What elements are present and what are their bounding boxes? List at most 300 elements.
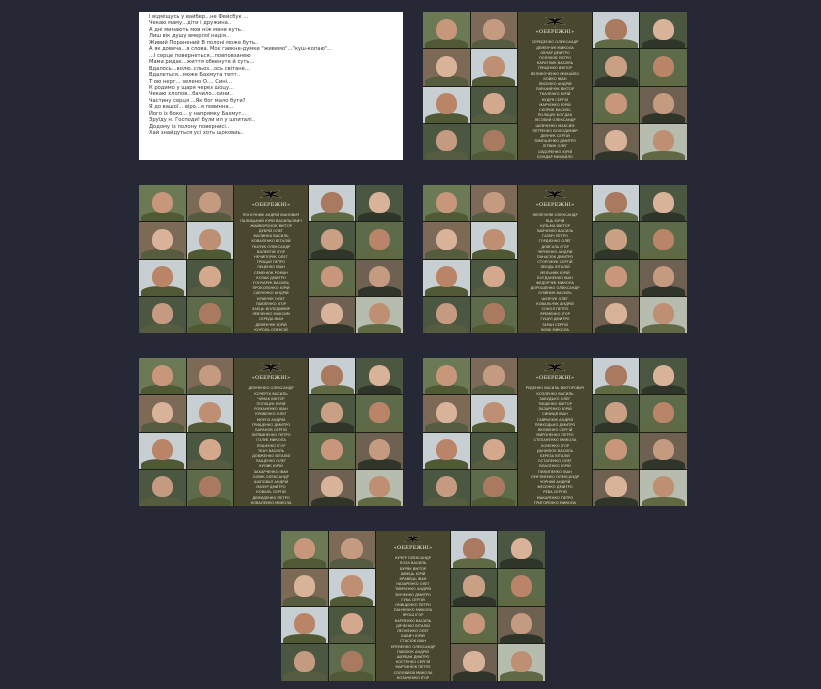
portrait-shoulders — [188, 459, 231, 468]
fallen-name-line: НАЗАРЕНКО ОЛЕГ — [396, 582, 430, 587]
fallen-name-line: ДЕМЧУК СЕРГІЙ — [540, 133, 570, 138]
portrait-shoulders — [425, 39, 468, 48]
soldier-portrait — [309, 470, 356, 506]
soldier-portrait — [187, 358, 234, 394]
portrait-face — [483, 266, 504, 287]
soldier-portrait — [187, 470, 234, 506]
portrait-face — [321, 365, 342, 386]
poem-line: Чекаю хлопов...бачило...сини.. — [149, 91, 233, 98]
portrait-face — [605, 476, 626, 497]
soldier-portrait — [139, 395, 186, 431]
poem-line: Вдалеться...може Бахмутa тепт.. — [149, 72, 240, 79]
soldier-portrait — [281, 607, 328, 644]
portrait-face — [653, 130, 674, 151]
poem-line: К родимо у щаря через шоцу... — [149, 84, 234, 91]
portrait-face — [653, 365, 674, 386]
portrait-face — [653, 229, 674, 250]
fallen-name-line: МАКАРЕНКО ПЕТРО — [536, 495, 574, 500]
portrait-face — [436, 365, 457, 386]
fallen-names-list — [518, 386, 592, 506]
portrait-face — [199, 402, 220, 423]
soldier-portrait — [356, 358, 403, 394]
portrait-face — [463, 613, 484, 634]
fallen-name-line: ЛАЗАРЕНКО ЮРІЙ — [538, 407, 572, 412]
portrait-face — [605, 303, 626, 324]
soldier-portrait — [139, 260, 186, 296]
portrait-shoulders — [141, 212, 184, 221]
soldier-portrait — [139, 222, 186, 258]
fallen-name-line: ТКАЧЕНКО ЮРІЙ — [539, 92, 571, 97]
brand-title: «ОБЕРЕЖНІ» — [393, 545, 433, 552]
memorial-collage-4[interactable] — [139, 358, 403, 506]
fallen-name-line: ЛЕБІДЬ ВІТАЛІЙ — [540, 265, 570, 270]
soldier-portrait — [423, 433, 470, 469]
soldier-portrait — [423, 395, 470, 431]
portrait-shoulders — [358, 249, 401, 258]
portrait-face — [605, 19, 626, 40]
fallen-name-line: БОГДАНЕНКО ІВАН — [537, 275, 573, 280]
soldier-portrait — [423, 124, 470, 160]
portrait-shoulders — [500, 596, 543, 606]
portrait-face — [605, 192, 626, 213]
soldier-portrait — [187, 260, 234, 296]
soldier-portrait — [329, 569, 376, 606]
portrait-shoulders — [330, 596, 373, 606]
portrait-shoulders — [642, 39, 685, 48]
fallen-name-line: НЕЧИПОРУК ОЛЕГ — [254, 254, 288, 259]
portrait-face — [369, 365, 390, 386]
portrait-face — [321, 266, 342, 287]
memorial-name-list-panel — [234, 358, 308, 506]
poem-line: Лиш вік душу вмерлої надія.. — [149, 33, 230, 40]
portrait-shoulders — [642, 113, 685, 122]
portrait-shoulders — [330, 671, 373, 681]
soldier-portrait — [593, 395, 640, 431]
portrait-shoulders — [425, 385, 468, 394]
soldier-portrait — [309, 358, 356, 394]
poem-line: А як довеча...я слова. Моє гавкне-думки "живемо"..."куш-копаю"... — [149, 46, 333, 53]
fallen-name-line: КОВАЛЬ СЕРГІЙ — [256, 490, 286, 495]
portrait-shoulders — [311, 212, 354, 221]
soldier-portrait — [640, 222, 687, 258]
fallen-name-line: ЯРОШ ІГОР — [402, 613, 424, 618]
portrait-shoulders — [283, 596, 326, 606]
portrait-shoulders — [472, 497, 515, 506]
soldier-portrait — [187, 185, 234, 221]
bird-emblem-icon — [248, 361, 294, 375]
fallen-name-line: КАРПЕНКО ВАСИЛЬ — [394, 618, 432, 623]
portrait-shoulders — [188, 286, 231, 295]
portrait-face — [436, 130, 457, 151]
portrait-shoulders — [642, 324, 685, 333]
fallen-name-line: КОСТЕНКО СЕРГІЙ — [395, 660, 431, 665]
soldier-portrait — [471, 222, 518, 258]
fallen-name-line: ПАВЛЕНКО ІГОР — [255, 301, 287, 306]
fallen-name-line: ДЕМЧЕНКО ОЛЕКСАНДР — [248, 386, 294, 391]
soldier-portrait — [423, 470, 470, 506]
soldier-portrait — [139, 297, 186, 333]
portrait-shoulders — [283, 634, 326, 644]
portrait-face — [199, 229, 220, 250]
portrait-face — [483, 93, 504, 114]
portrait-shoulders — [595, 113, 638, 122]
portrait-face — [152, 303, 173, 324]
fallen-name-line: ДУБРІЙ ОЛЕГ — [258, 228, 284, 233]
memorial-collage-3[interactable] — [423, 185, 687, 333]
memorial-collage-6[interactable] — [281, 531, 545, 681]
portrait-face — [369, 476, 390, 497]
portrait-face — [199, 192, 220, 213]
fallen-name-line: СОЛОВЙОВ МИКОЛА — [393, 670, 433, 675]
soldier-portrait — [471, 124, 518, 160]
fallen-name-line: ЗАХАРЧЕНКО ІВАН — [253, 469, 289, 474]
soldier-portrait — [329, 531, 376, 568]
fallen-name-line: ГАЛИЧ ПЕТРО — [542, 234, 568, 239]
portrait-face — [653, 19, 674, 40]
fallen-name-line: ЯРЕМЕНКО ІГОР — [540, 312, 570, 317]
fallen-name-line: СЕРЕДА ІВАН — [258, 317, 284, 322]
fallen-name-line: ПАЛИЦЬКИЙ ЮРІЙ ВАСИЛЬОВИЧ — [240, 218, 302, 223]
portrait-shoulders — [425, 212, 468, 221]
portrait-shoulders — [595, 151, 638, 160]
fallen-name-line: СИНИЦЯ ІВАН — [542, 412, 568, 417]
portrait-face — [483, 56, 504, 77]
portrait-shoulders — [472, 286, 515, 295]
fallen-name-line: ЧОРНИЙ АНДРІЙ — [539, 479, 571, 484]
poem-line: Живий Поранений В полоні може буть.. — [149, 39, 259, 46]
soldier-portrait — [309, 222, 356, 258]
fallen-name-line: СКОРИК ВАСИЛЬ — [539, 107, 571, 112]
portrait-shoulders — [311, 249, 354, 258]
soldier-portrait — [451, 569, 498, 606]
fallen-name-line: ЛИТВИНЕНКО ПЕТРО — [251, 433, 291, 438]
portrait-face — [436, 402, 457, 423]
fallen-name-line: СОКОЛ ПЕТРО — [541, 306, 569, 311]
portrait-shoulders — [595, 249, 638, 258]
soldier-portrait — [640, 12, 687, 48]
fallen-name-line: ТАРАН СЕРГІЙ — [541, 322, 568, 327]
portrait-shoulders — [500, 558, 543, 568]
portrait-shoulders — [453, 558, 496, 568]
portrait-face — [152, 266, 173, 287]
portrait-shoulders — [311, 497, 354, 506]
soldier-portrait — [309, 395, 356, 431]
portrait-face — [294, 575, 315, 596]
soldier-portrait — [640, 358, 687, 394]
portrait-face — [483, 192, 504, 213]
soldier-portrait — [281, 569, 328, 606]
fallen-name-line: КОЗАЧЕНКО ІГОР — [396, 675, 430, 680]
fallen-name-line: ЄРЕМЕНКО ОЛЕКСАНДР — [390, 644, 436, 649]
portrait-shoulders — [472, 249, 515, 258]
fallen-name-line: ДЯЧЕНКО ВІТАЛІЙ — [396, 623, 430, 628]
portrait-face — [605, 229, 626, 250]
memorial-collage-1[interactable] — [423, 12, 687, 160]
portrait-face — [653, 402, 674, 423]
portrait-face — [321, 229, 342, 250]
portrait-shoulders — [425, 151, 468, 160]
portrait-shoulders — [141, 324, 184, 333]
memorial-collage-2[interactable] — [139, 185, 403, 333]
soldier-portrait — [498, 531, 545, 568]
poem-post-image[interactable] — [139, 12, 403, 160]
portrait-shoulders — [595, 286, 638, 295]
fallen-name-line: САВЧЕНКО АНДРІЙ — [253, 291, 289, 296]
fallen-name-line: ГРИЦАЙ ПЕТРО — [256, 260, 286, 265]
portrait-shoulders — [642, 76, 685, 85]
fallen-name-line: ГРИГОРЕНКО МИКОЛА — [533, 500, 577, 505]
soldier-portrait — [451, 644, 498, 681]
portrait-face — [653, 303, 674, 324]
poem-line: Частину серця ...Як бог мало бути? — [149, 97, 246, 104]
fallen-name-line: ШВЕЦЬ ЮРІЙ — [400, 571, 426, 576]
poem-line: Мама ридає...життя обвенуте й суть... — [149, 59, 255, 66]
portrait-shoulders — [500, 671, 543, 681]
fallen-name-line: КОВАЛЕНКО ВІТАЛІЙ — [251, 239, 291, 244]
fallen-name-line: ПОНОЧНИК АНДРІЙ ІВАНОВИЧ — [242, 213, 300, 218]
poem-line: Т ою нерг... зелено О.... Сині... — [149, 78, 232, 85]
soldier-portrait — [309, 433, 356, 469]
fallen-name-line: МАЛИНКА ВАСИЛЬ — [253, 234, 289, 239]
soldier-portrait — [356, 433, 403, 469]
portrait-shoulders — [425, 286, 468, 295]
soldier-portrait — [640, 470, 687, 506]
portrait-face — [152, 229, 173, 250]
portrait-shoulders — [472, 39, 515, 48]
soldier-portrait — [640, 87, 687, 123]
portrait-face — [511, 651, 532, 672]
portrait-shoulders — [358, 286, 401, 295]
fallen-name-line: МОРОЗ АНДРІЙ — [256, 417, 286, 422]
soldier-portrait — [187, 222, 234, 258]
soldier-portrait — [471, 470, 518, 506]
portrait-face — [294, 651, 315, 672]
portrait-face — [152, 192, 173, 213]
fallen-name-line: МИРОНЕНКО ПЕТРО — [536, 433, 574, 438]
portrait-shoulders — [642, 422, 685, 431]
portrait-shoulders — [141, 459, 184, 468]
soldier-portrait — [139, 358, 186, 394]
fallen-name-line: КУДРЯ СЕРГІЙ — [541, 97, 569, 102]
portrait-shoulders — [425, 497, 468, 506]
soldier-portrait — [593, 433, 640, 469]
portrait-face — [463, 575, 484, 596]
fallen-name-line: БЕРЕЗА ВІТАЛІЙ — [540, 453, 570, 458]
fallen-name-line: ОЛІЙНИК ВАСИЛЬ — [538, 291, 572, 296]
portrait-shoulders — [330, 634, 373, 644]
portrait-face — [436, 266, 457, 287]
fallen-name-line: КОВАЛЕНКО МИКОЛА — [250, 500, 292, 505]
soldier-portrait — [471, 433, 518, 469]
portrait-shoulders — [141, 497, 184, 506]
portrait-shoulders — [595, 76, 638, 85]
portrait-face — [369, 303, 390, 324]
fallen-name-line: КРАВЕЦЬ ІВАН — [399, 576, 427, 581]
portrait-face — [152, 439, 173, 460]
fallen-name-line: КОРОЛЬ ОЛЕКСІЙ — [254, 327, 288, 332]
fallen-name-line: КОЧЕРГА ВАСИЛЬ — [254, 391, 288, 396]
portrait-face — [152, 365, 173, 386]
fallen-name-line: БАРАНОВ СЕРГІЙ — [255, 427, 287, 432]
fallen-name-line: ГОРДІЄНКО ОЛЕГ — [538, 239, 572, 244]
fallen-name-line: КОВАЛЬЧУК АНДРІЙ — [536, 301, 574, 306]
soldier-portrait — [593, 124, 640, 160]
portrait-shoulders — [425, 422, 468, 431]
fallen-name-line: ФЕДОРЧУК МИКОЛА — [536, 280, 574, 285]
poem-line: Вдалось...волю..сльоз...ось світане... — [149, 65, 250, 72]
fallen-name-line: ПАЩЕНКО ОЛЕГ — [255, 459, 287, 464]
fallen-name-line: ПАНЧЕНКО МИКОЛА — [393, 608, 433, 613]
fallen-name-line: ДАНИЛЮК ВАСИЛЬ — [536, 448, 574, 453]
fallen-name-line: ТКАЧУК ОЛЕКСАНДР — [251, 244, 291, 249]
portrait-face — [463, 538, 484, 559]
fallen-name-line: ОСТАПЕНКО ОЛЕГ — [537, 459, 573, 464]
fallen-name-line: СТАСЮК ІВАН — [400, 639, 426, 644]
portrait-face — [321, 476, 342, 497]
fallen-name-line: КАРАТНИК ВАСИЛЬ — [536, 61, 574, 66]
portrait-shoulders — [358, 324, 401, 333]
portrait-face — [605, 93, 626, 114]
fallen-name-line: ГРИЩЕНКО ДМИТРО — [251, 422, 291, 427]
soldier-portrait — [451, 531, 498, 568]
portrait-face — [605, 402, 626, 423]
fallen-name-line: ЛОЗА ВАСИЛЬ — [399, 561, 427, 566]
fallen-name-line: ДОВГАЛЬ ІГОР — [541, 244, 569, 249]
portrait-face — [152, 476, 173, 497]
fallen-name-line: ЛЕОНЕНКО ОЛЕГ — [396, 628, 429, 633]
portrait-face — [653, 266, 674, 287]
portrait-shoulders — [642, 459, 685, 468]
fallen-names-list — [234, 213, 308, 333]
fallen-name-line: ЛЕВЧЕНКО МАКСИМ — [252, 312, 290, 317]
portrait-shoulders — [141, 286, 184, 295]
poem-line: Зруїду н. Господи! були ил у шпиталі.. — [149, 117, 255, 124]
fallen-names-list — [518, 213, 592, 333]
portrait-shoulders — [141, 249, 184, 258]
portrait-face — [653, 476, 674, 497]
soldier-portrait — [356, 260, 403, 296]
fallen-name-line: ПРИХОДЬКО ДМИТРО — [534, 422, 576, 427]
memorial-collage-5[interactable] — [423, 358, 687, 506]
portrait-shoulders — [311, 459, 354, 468]
portrait-shoulders — [188, 497, 231, 506]
portrait-face — [321, 402, 342, 423]
soldier-portrait — [593, 12, 640, 48]
fallen-name-line: ДОРОШЕНКО ОЛЕКСАНДР — [530, 286, 580, 291]
portrait-shoulders — [642, 212, 685, 221]
portrait-shoulders — [472, 422, 515, 431]
portrait-face — [483, 19, 504, 40]
fallen-name-line: БАБИЧ ЮРІЙ — [401, 634, 425, 639]
portrait-shoulders — [425, 249, 468, 258]
portrait-face — [199, 476, 220, 497]
portrait-face — [341, 613, 362, 634]
portrait-face — [321, 303, 342, 324]
poem-line: Чекаю маму...діти і дружина.. — [149, 20, 232, 27]
portrait-face — [653, 56, 674, 77]
fallen-name-line: ЧЕРНЕНКО АНДРІЙ — [537, 249, 573, 254]
fallen-name-line: ЯЦЬ ЮРІЙ — [545, 218, 565, 223]
fallen-name-line: СЕМЕНЮК РОМАН — [254, 270, 288, 275]
fallen-name-line: ФЕСЕНКО ДМИТРО — [537, 485, 573, 490]
soldier-portrait — [451, 607, 498, 644]
portrait-shoulders — [141, 422, 184, 431]
portrait-shoulders — [425, 324, 468, 333]
soldier-portrait — [423, 297, 470, 333]
portrait-face — [483, 365, 504, 386]
soldier-portrait — [329, 607, 376, 644]
portrait-face — [483, 439, 504, 460]
soldier-portrait — [640, 297, 687, 333]
portrait-face — [653, 93, 674, 114]
fallen-name-line: ДЕМИДЕНКО ПЕТРО — [252, 495, 290, 500]
memorial-name-list-panel — [518, 12, 592, 160]
portrait-face — [653, 439, 674, 460]
soldier-portrait — [139, 470, 186, 506]
fallen-name-line: КРАВЧУК ОЛЕГ — [257, 296, 285, 301]
fallen-name-line: ПЕТРЕНКО ВОЛОДИМИР — [532, 128, 578, 133]
soldier-portrait — [139, 185, 186, 221]
soldier-portrait — [593, 260, 640, 296]
portrait-face — [199, 365, 220, 386]
soldier-portrait — [187, 395, 234, 431]
bird-emblem-icon — [390, 534, 436, 545]
fallen-name-line: ПАНАСЮК ДМИТРО — [536, 254, 574, 259]
portrait-shoulders — [472, 385, 515, 394]
soldier-portrait — [423, 87, 470, 123]
portrait-face — [436, 56, 457, 77]
portrait-shoulders — [188, 422, 231, 431]
portrait-shoulders — [472, 212, 515, 221]
fallen-name-line: ОВЧАР ДМИТРО — [540, 50, 570, 55]
soldier-portrait — [471, 260, 518, 296]
soldier-portrait — [139, 433, 186, 469]
fallen-name-line: ШАПОВАЛ АНДРІЙ — [253, 479, 289, 484]
soldier-portrait — [593, 297, 640, 333]
fallen-name-line: ЛИСЕНКО АНДРІЙ — [538, 81, 572, 86]
fallen-name-line: ЯКОВЕНКО СЕРГІЙ — [537, 427, 573, 432]
soldier-portrait — [356, 297, 403, 333]
soldier-portrait — [423, 12, 470, 48]
portrait-shoulders — [358, 459, 401, 468]
fallen-name-line: СИДОРЕНКО ЮРІЙ — [537, 149, 573, 154]
fallen-name-line: ДОВЖЕНКО ВІТАЛІЙ — [251, 453, 291, 458]
fallen-name-line: КОЗЛЕНКО ВАСИЛЬ — [536, 391, 574, 396]
soldier-portrait — [471, 87, 518, 123]
portrait-shoulders — [472, 324, 515, 333]
portrait-shoulders — [425, 76, 468, 85]
fallen-name-line: ЗАБУДЬКО ОЛЕГ — [539, 396, 571, 401]
portrait-shoulders — [595, 459, 638, 468]
fallen-name-line: ВАЛЕНТІЙ ІГОР — [257, 249, 285, 254]
fallen-name-line: МАЗУР ДМИТРО — [256, 485, 286, 490]
fallen-name-line: ГОЛУБ МИКОЛА — [256, 438, 286, 443]
memorial-name-list-panel — [518, 185, 592, 333]
fallen-name-line: БОЙКО ІВАН — [543, 76, 567, 81]
soldier-portrait — [593, 470, 640, 506]
portrait-shoulders — [283, 671, 326, 681]
portrait-shoulders — [311, 422, 354, 431]
portrait-shoulders — [188, 385, 231, 394]
brand-title: «ОБЕРЕЖНІ» — [251, 375, 291, 382]
soldier-portrait — [356, 395, 403, 431]
fallen-name-line: ГРИЦЕНКО ВІКТОР — [537, 66, 573, 71]
portrait-shoulders — [358, 212, 401, 221]
soldier-portrait — [471, 185, 518, 221]
soldier-portrait — [498, 569, 545, 606]
fallen-name-line: БОНДАР МИХАЙЛО — [537, 154, 573, 159]
portrait-shoulders — [311, 385, 354, 394]
